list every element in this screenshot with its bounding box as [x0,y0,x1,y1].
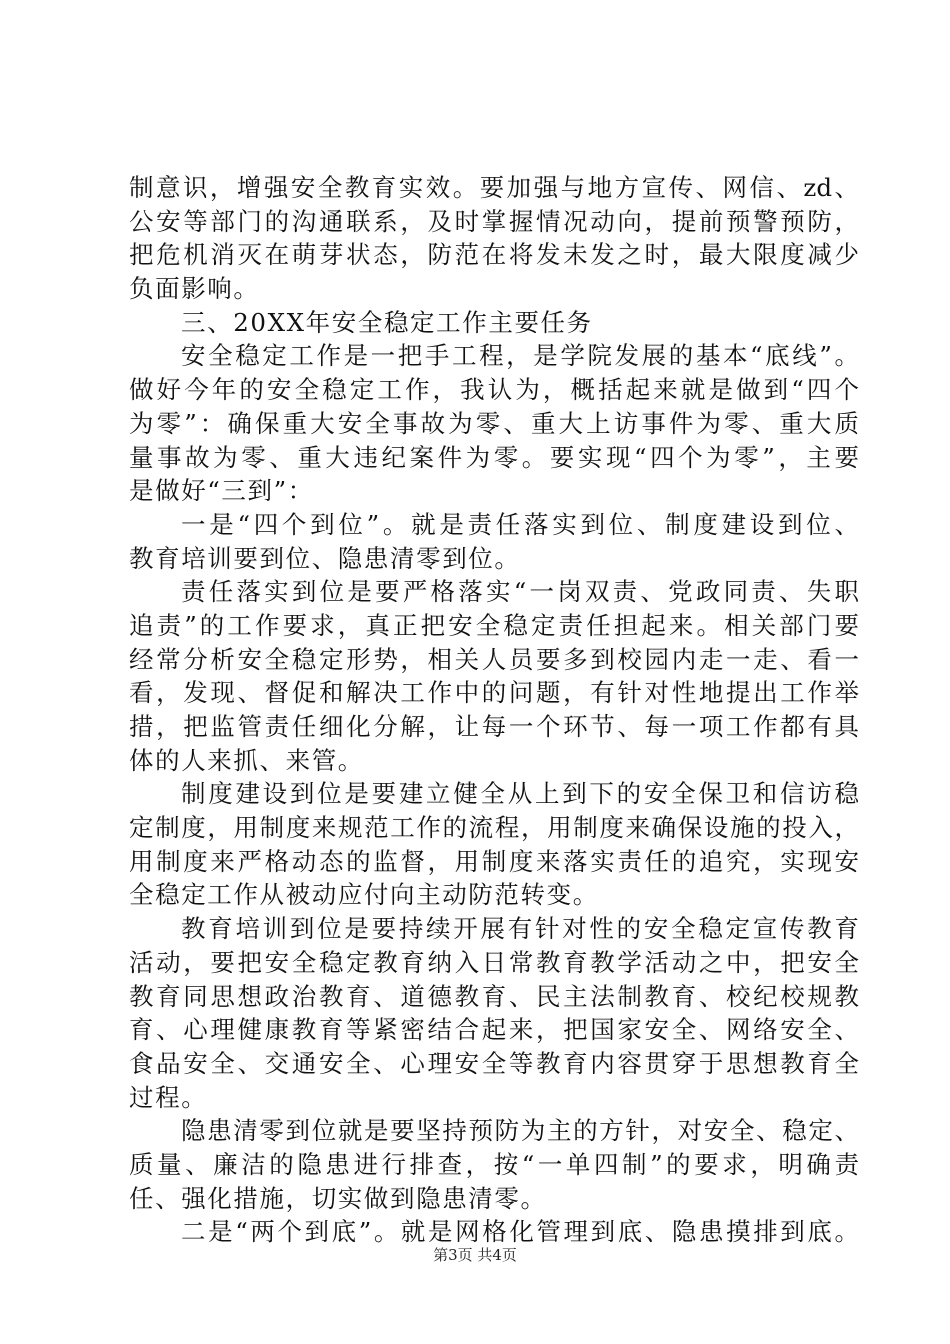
text-line: 定制度，用制度来规范工作的流程，用制度来确保设施的投入， [129,813,859,843]
text-line: 安全稳定工作是一把手工程，是学院发展的基本“底线”。 [181,341,859,371]
text-line: 负面影响。 [129,274,260,304]
text-line: 全稳定工作从被动应付向主动防范转变。 [129,880,599,910]
text-line: 制度建设到位是要建立健全从上到下的安全保卫和信访稳 [181,779,859,809]
text-line: 制意识，增强安全教育实效。要加强与地方宣传、网信、zd、 [129,173,859,202]
text-line: 用制度来严格动态的监督，用制度来落实责任的追究，实现安 [129,846,859,876]
page-footer: 第3页 共4页 [433,1246,517,1264]
text-line: 措，把监管责任细化分解，让每一个环节、每一项工作都有具 [129,712,859,741]
text-line: 教育同思想政治教育、道德教育、民主法制教育、校纪校规教 [129,981,859,1011]
text-line: 隐患清零到位就是要坚持预防为主的方针，对安全、稳定、 [181,1116,859,1146]
text-line: 追责”的工作要求，真正把安全稳定责任担起来。相关部门要 [129,610,859,640]
text-line: 公安等部门的沟通联系，及时掌握情况动向，提前预警预防， [129,206,859,236]
text-line: 过程。 [129,1082,208,1112]
text-line: 教育培训到位是要持续开展有针对性的安全稳定宣传教育 [181,914,859,944]
text-line: 经常分析安全稳定形势，相关人员要多到校园内走一走、看一 [129,644,859,674]
text-line: 任、强化措施，切实做到隐患清零。 [129,1183,547,1213]
document-body [129,171,859,1249]
text-line: 育、心理健康教育等紧密结合起来，把国家安全、网络安全、 [129,1015,859,1045]
text-line: 体的人来抓、来管。 [129,745,364,775]
text-line: 三、20XX年安全稳定工作主要任务 [181,307,593,337]
text-line: 做好今年的安全稳定工作，我认为，概括起来就是做到“四个 [129,375,859,405]
text-line: 量事故为零、重大违纪案件为零。要实现“四个为零”，主要 [129,442,859,472]
text-line: 教育培训要到位、隐患清零到位。 [129,543,521,573]
text-line: 二是“两个到底”。就是网格化管理到底、隐患摸排到底。 [181,1217,859,1247]
text-line: 质量、廉洁的隐患进行排查，按“一单四制”的要求，明确责 [129,1149,859,1179]
text-line: 一是“四个到位”。就是责任落实到位、制度建设到位、 [181,509,859,539]
text-line: 食品安全、交通安全、心理安全等教育内容贯穿于思想教育全 [129,1048,859,1078]
text-line: 活动，要把安全稳定教育纳入日常教育教学活动之中，把安全 [129,947,859,977]
text-line: 为零”：确保重大安全事故为零、重大上访事件为零、重大质 [129,408,859,438]
text-line: 把危机消灭在萌芽状态，防范在将发未发之时，最大限度减少 [129,240,859,270]
text-line: 是做好“三到”： [129,476,314,506]
text-line: 看，发现、督促和解决工作中的问题，有针对性地提出工作举 [129,678,859,708]
text-line: 责任落实到位是要严格落实“一岗双责、党政同责、失职 [181,577,859,607]
